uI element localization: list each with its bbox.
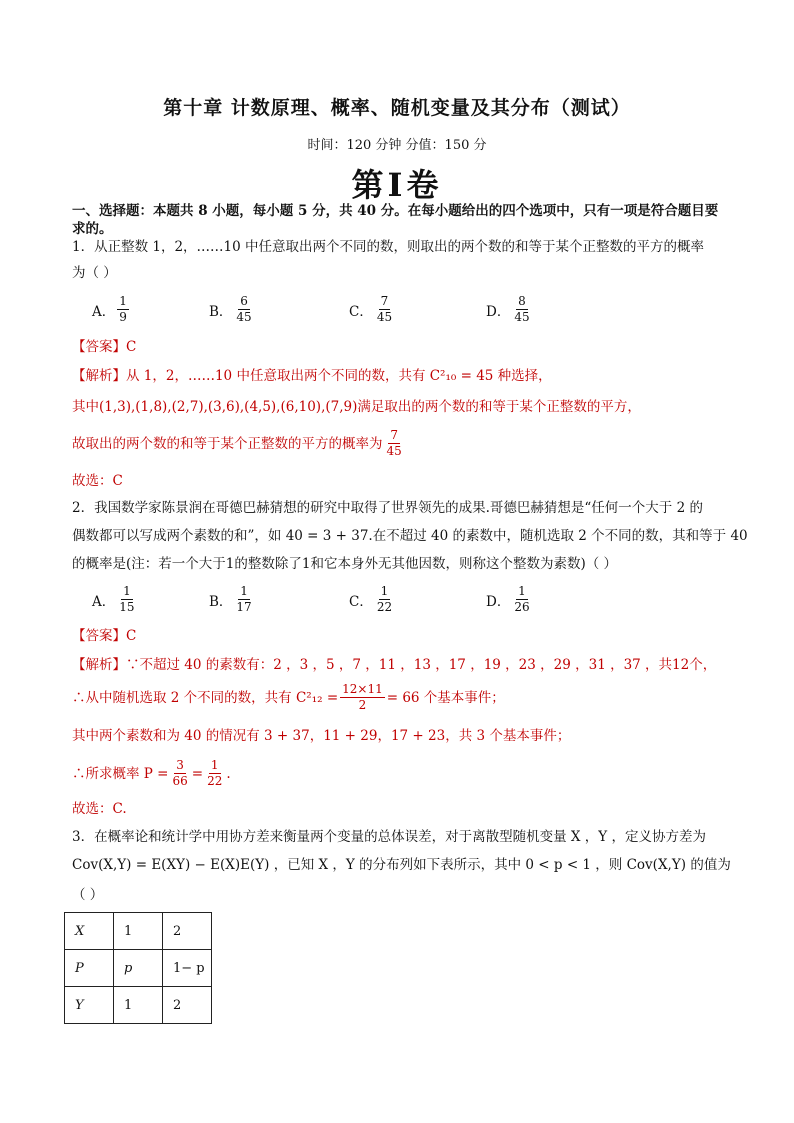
table-row bbox=[65, 913, 212, 950]
q2-analysis-line4 bbox=[72, 758, 732, 789]
numerator: 1 bbox=[518, 584, 526, 598]
numerator: 1 bbox=[240, 584, 248, 598]
q2-analysis-line1 bbox=[72, 654, 732, 676]
fraction bbox=[205, 758, 224, 789]
analysis-text: = 66 个基本事件； bbox=[386, 689, 505, 706]
time-score-info: 时间：120 分钟 分值：150 分 bbox=[307, 138, 487, 153]
equals-sign: = bbox=[191, 765, 204, 782]
q2-option-d bbox=[486, 584, 534, 615]
analysis-text: 从 1，2，……10 中任意取出两个不同的数，共有 C²₁₀ = 45 种选择， bbox=[126, 368, 552, 384]
q2-analysis-line3: 其中两个素数和为 40 的情况有 3 + 37，11 + 29，17 + 23，共 3 个基本事件； bbox=[72, 728, 571, 744]
numerator: 8 bbox=[518, 294, 526, 308]
denominator: 2 bbox=[358, 698, 367, 712]
cell-text: 1 bbox=[124, 923, 133, 939]
denominator: 45 bbox=[236, 310, 252, 324]
cell-text: P bbox=[75, 960, 84, 976]
numerator: 1 bbox=[123, 584, 131, 598]
table-row bbox=[65, 987, 212, 1024]
cell-text: 2 bbox=[173, 923, 182, 939]
numerator: 6 bbox=[240, 294, 248, 308]
numerator: 12×11 bbox=[342, 682, 383, 696]
numerator: 3 bbox=[176, 758, 184, 772]
numerator: 7 bbox=[390, 428, 398, 442]
q1-option-d bbox=[486, 294, 534, 325]
table-row bbox=[65, 950, 212, 987]
q2-option-c bbox=[349, 584, 396, 615]
table-cell bbox=[163, 987, 212, 1024]
q2-choose: 故选：C. bbox=[72, 801, 127, 817]
period: . bbox=[226, 765, 231, 782]
table-cell bbox=[65, 987, 114, 1024]
q2-answer: 【答案】C bbox=[72, 628, 137, 644]
table-cell bbox=[163, 950, 212, 987]
q1-option-c bbox=[349, 294, 396, 325]
option-label: C． bbox=[349, 593, 373, 610]
table-cell bbox=[65, 950, 114, 987]
fraction bbox=[512, 294, 531, 325]
page-title: 第十章 计数原理、概率、随机变量及其分布（测试） bbox=[163, 97, 631, 119]
option-label: B． bbox=[209, 303, 233, 320]
q3-stem-line2: Cov(X,Y) = E(XY) − E(X)E(Y) ，已知 X ，Y 的分布列如下表所示，其中 0 < p < 1 ，则 Cov(X,Y) 的值为 bbox=[72, 857, 731, 873]
fraction bbox=[340, 682, 385, 713]
fraction bbox=[117, 584, 136, 615]
q1-analysis-line3 bbox=[72, 428, 732, 459]
cell-text: 1 bbox=[124, 997, 133, 1013]
fraction bbox=[512, 584, 531, 615]
cell-text: X bbox=[75, 923, 85, 939]
fraction bbox=[234, 294, 253, 325]
cell-text: p bbox=[124, 960, 133, 976]
cell-text: 2 bbox=[173, 997, 182, 1013]
denominator: 66 bbox=[172, 774, 188, 788]
q2-option-b bbox=[209, 584, 256, 615]
fraction bbox=[385, 428, 404, 459]
table-cell bbox=[114, 913, 163, 950]
q1-stem-line2: 为（ ） bbox=[72, 265, 117, 281]
analysis-text: ∴从中随机选取 2 个不同的数，共有 C²₁₂ = bbox=[72, 689, 339, 706]
table-cell bbox=[65, 913, 114, 950]
analysis-text: ∴所求概率 P = bbox=[72, 765, 169, 782]
denominator: 45 bbox=[386, 444, 402, 458]
numerator: 1 bbox=[210, 758, 219, 772]
fraction bbox=[375, 584, 394, 615]
denominator: 22 bbox=[376, 600, 393, 614]
denominator: 26 bbox=[514, 600, 530, 614]
q2-option-a bbox=[92, 584, 139, 615]
q1-answer: 【答案】C bbox=[72, 339, 137, 355]
denominator: 9 bbox=[119, 310, 127, 324]
cell-text: 1− p bbox=[173, 960, 205, 976]
q2-analysis-line2 bbox=[72, 682, 732, 713]
q1-option-a bbox=[92, 294, 131, 325]
table-cell bbox=[114, 987, 163, 1024]
q1-option-b bbox=[209, 294, 256, 325]
analysis-tag: 【解析】 bbox=[72, 368, 126, 384]
table-cell bbox=[163, 913, 212, 950]
analysis-text: ∵不超过 40 的素数有：2 ，3 ，5 ，7 ，11 ，13 ，17 ，19 ，23 ，29 ，31 ，37 ，共12个， bbox=[126, 657, 717, 673]
cell-text: Y bbox=[75, 997, 84, 1013]
q3-stem-line3: （ ） bbox=[72, 887, 104, 903]
q2-stem-line3: 的概率是(注：若一个大于1的整数除了1和它本身外无其他因数，则称这个整数为素数)（ ） bbox=[72, 556, 618, 572]
q2-stem-line2: 偶数都可以写成两个素数的和”，如 40 = 3 + 37.在不超过 40 的素数中，随机选取 2 个不同的数，其和等于 40 bbox=[72, 528, 748, 544]
fraction bbox=[117, 294, 129, 325]
option-label: D． bbox=[486, 593, 511, 610]
analysis-text: 故取出的两个数的和等于某个正整数的平方的概率为 bbox=[72, 435, 383, 452]
section-intro-line2: 求的。 bbox=[72, 221, 113, 237]
section-intro-line1: 一、选择题：本题共 8 小题，每小题 5 分，共 40 分。在每小题给出的四个选项中，只有一项是符合题目要 bbox=[72, 203, 719, 219]
numerator: 1 bbox=[380, 584, 389, 598]
denominator: 17 bbox=[236, 600, 252, 614]
option-label: D． bbox=[486, 303, 511, 320]
volume-heading: 第I卷 bbox=[351, 166, 443, 204]
q1-analysis-line1 bbox=[72, 365, 732, 387]
q3-stem-line1: 3．在概率论和统计学中用协方差来衡量两个变量的总体误差，对于离散型随机变量 X ，Y ，定义协方差为 bbox=[72, 829, 706, 845]
option-label: A． bbox=[92, 593, 116, 610]
distribution-table bbox=[64, 912, 212, 1024]
numerator: 7 bbox=[380, 294, 389, 308]
fraction bbox=[375, 294, 394, 325]
q1-analysis-line2: 其中(1,3),(1,8),(2,7),(3,6),(4,5),(6,10),(7,9)满足取出的两个数的和等于某个正整数的平方， bbox=[72, 399, 641, 415]
q2-stem-line1: 2．我国数学家陈景润在哥德巴赫猜想的研究中取得了世界领先的成果.哥德巴赫猜想是“任何一个大于 2 的 bbox=[72, 500, 703, 516]
fraction bbox=[170, 758, 189, 789]
denominator: 45 bbox=[376, 310, 393, 324]
denominator: 15 bbox=[119, 600, 135, 614]
option-label: A． bbox=[92, 303, 116, 320]
option-label: B． bbox=[209, 593, 233, 610]
denominator: 45 bbox=[514, 310, 530, 324]
q1-choose: 故选：C bbox=[72, 473, 123, 489]
denominator: 22 bbox=[207, 774, 223, 788]
analysis-tag: 【解析】 bbox=[72, 657, 126, 673]
q1-stem-line1: 1．从正整数 1，2，……10 中任意取出两个不同的数，则取出的两个数的和等于某个正整数的平方的概率 bbox=[72, 239, 705, 255]
table-cell bbox=[114, 950, 163, 987]
option-label: C． bbox=[349, 303, 373, 320]
numerator: 1 bbox=[119, 294, 127, 308]
fraction bbox=[234, 584, 253, 615]
